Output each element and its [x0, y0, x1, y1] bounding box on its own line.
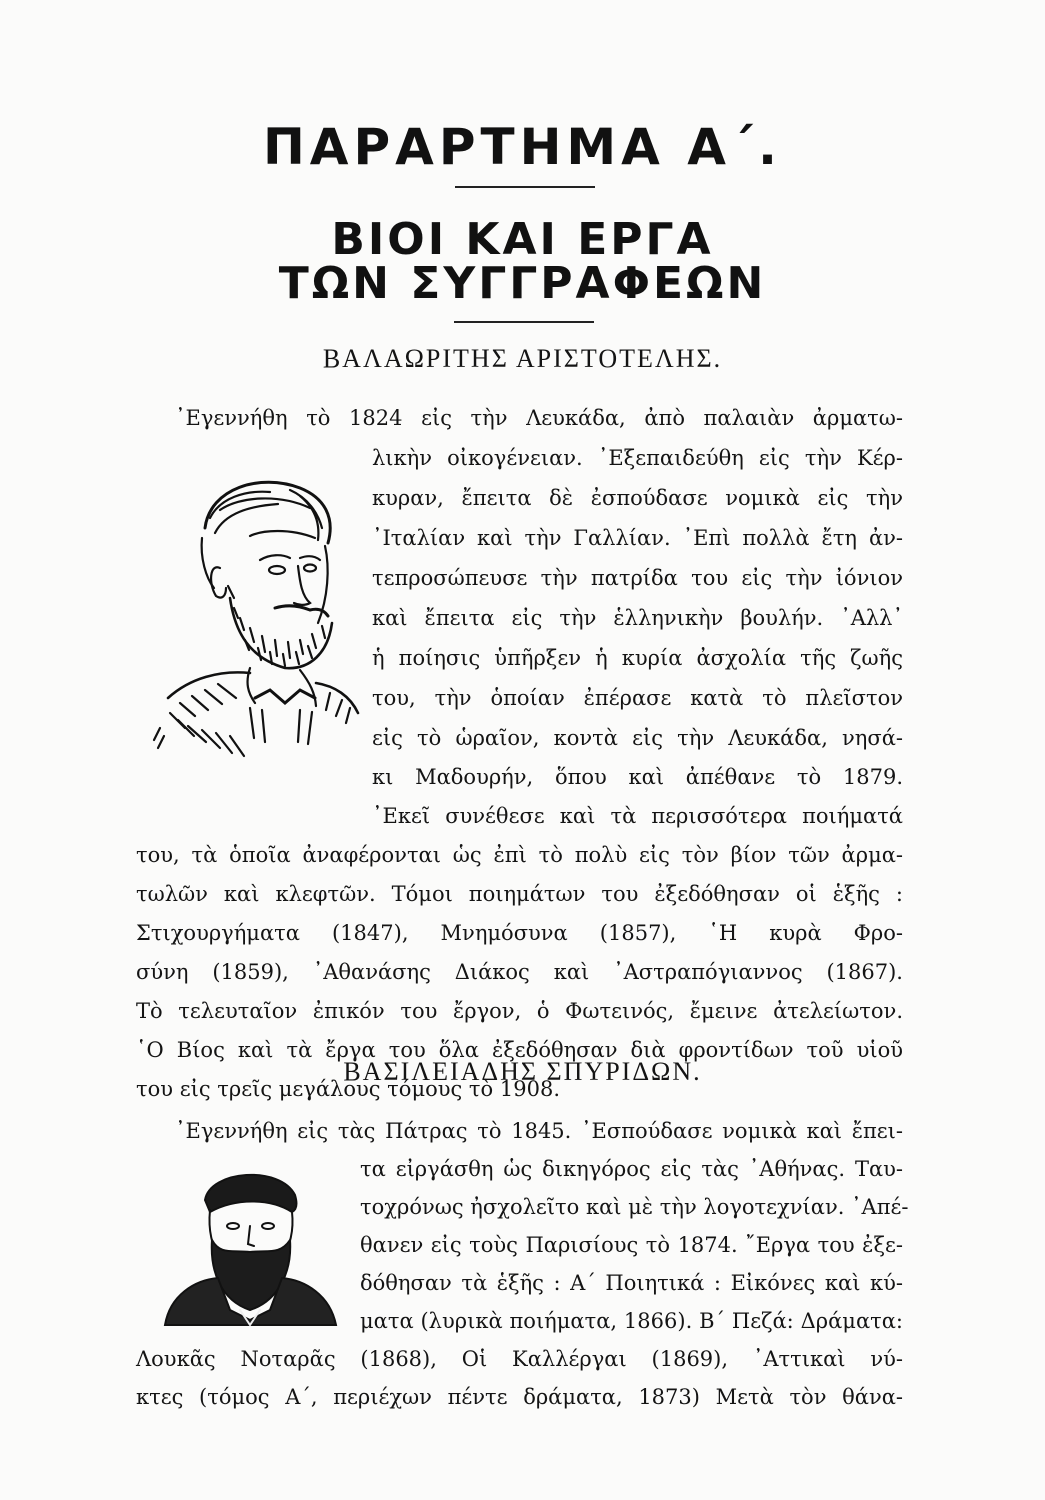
bio-line: λικὴν οἰκογένειαν. ᾿Εξεπαιδεύθη εἰς τὴν Κέρ-: [372, 446, 903, 470]
title-divider: [455, 186, 595, 188]
author-heading-valaoritis: ΒΑΛΑΩΡΙΤΗΣ ΑΡΙΣΤΟΤΕΛΗΣ.: [322, 344, 723, 373]
bio-line: κι Μαδουρήν, ὅπου καὶ ἀπέθανε τὸ 1879.: [372, 765, 903, 789]
bio-line: τα εἰργάσθη ὡς δικηγόρος εἰς τὰς ᾿Αθήνας. Ταυ-: [360, 1157, 903, 1181]
bio-line: ᾿Εκεῖ συνέθεσε καὶ τὰ περισσότερα ποιήματά: [372, 804, 903, 828]
bio-line: του, τὰ ὁποῖα ἀναφέρονται ὡς ἐπὶ τὸ πολὺ εἰς τὸν βίον τῶν ἀρμα-: [136, 843, 903, 867]
bio-line: Λουκᾶς Νοταρᾶς (1868), Οἱ Καλλέργαι (1869), ᾿Αττικαὶ νύ-: [136, 1347, 903, 1371]
appendix-title: ΠΑΡΑΡΤΗΜΑ Α΄.: [262, 118, 783, 176]
bio-line: κυραν, ἔπειτα δὲ ἐσπούδασε νομικὰ εἰς τὴν: [372, 486, 903, 510]
bio-line: ματα (λυρικὰ ποιήματα, 1866). Β΄ Πεζά: Δράματα:: [360, 1309, 903, 1333]
bio-line: Στιχουργήματα (1847), Μνημόσυνα (1857), ῾Η κυρὰ Φρο-: [136, 921, 903, 945]
bio-line: ἡ ποίησις ὑπῆρξεν ἡ κυρία ἀσχολία τῆς ζωῆς: [372, 646, 903, 670]
bio-line: δόθησαν τὰ ἑξῆς : Α΄ Ποιητικά : Εἰκόνες καὶ κύ-: [360, 1271, 903, 1295]
bio-line: θανεν εἰς τοὺς Παρισίους τὸ 1874. ῎Εργα του ἐξε-: [360, 1233, 903, 1257]
bio-line: ᾿Εγεννήθη τὸ 1824 εἰς τὴν Λευκάδα, ἀπὸ παλαιὰν ἀρματω-: [175, 406, 903, 430]
section-title-line1: ΒΙΟΙ ΚΑΙ ΕΡΓΑ: [331, 214, 714, 265]
bio-line: τοχρόνως ἠσχολεῖτο καὶ μὲ τὴν λογοτεχνίαν. ᾿Απέ-: [360, 1195, 909, 1219]
bio-line: σύνη (1859), ᾿Αθανάσης Διάκος καὶ ᾿Αστραπόγιαννος (1867).: [136, 960, 903, 984]
bio-line: ᾿Εγεννήθη εἰς τὰς Πάτρας τὸ 1845. ᾿Εσπούδασε νομικὰ καὶ ἔπει-: [175, 1119, 903, 1143]
bio-line: ᾿Ιταλίαν καὶ τὴν Γαλλίαν. ᾿Επὶ πολλὰ ἔτη ἀν-: [372, 526, 903, 550]
author-heading-vasileiadis: ΒΑΣΙΛΕΙΑΔΗΣ ΣΠΥΡΙΔΩΝ.: [343, 1057, 702, 1086]
section-divider: [454, 321, 594, 323]
bio-line: ῾Ο Βίος καὶ τὰ ἔργα του ὅλα ἐξεδόθησαν διὰ φροντίδων τοῦ υἱοῦ: [136, 1038, 903, 1062]
bio-line: τωλῶν καὶ κλεφτῶν. Τόμοι ποιημάτων του ἐξεδόθησαν οἱ ἑξῆς :: [136, 882, 903, 906]
bio-line: τεπροσώπευσε τὴν πατρίδα του εἰς τὴν ἰόνιον: [372, 566, 903, 590]
bio-line: Τὸ τελευταῖον ἐπικόν του ἔργον, ὁ Φωτεινός, ἔμεινε ἀτελείωτον.: [136, 999, 903, 1023]
bio-line: εἰς τὸ ὡραῖον, κοντὰ εἰς τὴν Λευκάδα, νησά-: [372, 726, 903, 750]
bio-line: κτες (τόμος Α΄, περιέχων πέντε δράματα, 1873) Μετὰ τὸν θάνα-: [136, 1385, 903, 1409]
section-title-line2: ΤΩΝ ΣΥΓΓΡΑΦΕΩΝ: [278, 258, 767, 309]
portrait-valaoritis: [150, 458, 370, 768]
bio-line: του, τὴν ὁποίαν ἐπέρασε κατὰ τὸ πλεῖστον: [372, 686, 903, 710]
bio-line: καὶ ἔπειτα εἰς τὴν ἑλληνικὴν βουλήν. ᾿Αλλ᾿: [372, 606, 903, 630]
portrait-vasileiadis: [150, 1160, 350, 1330]
bio-line: του εἰς τρεῖς μεγάλους τόμους τὸ 1908.: [136, 1077, 560, 1101]
